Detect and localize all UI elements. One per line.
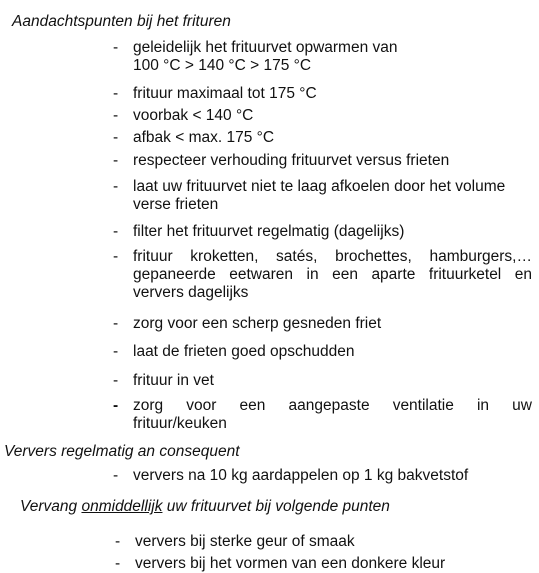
list-item xyxy=(113,39,413,75)
list-item xyxy=(115,533,515,551)
list-dash: - xyxy=(113,397,119,414)
list-dash: - xyxy=(115,555,121,572)
list-item-line: zorg voor een aangepaste ventilatie in uw xyxy=(133,397,532,414)
list-dash: - xyxy=(113,372,119,389)
heading-part: Vervang xyxy=(20,498,82,515)
list-item-line: frituur/keuken xyxy=(133,415,227,432)
list-dash: - xyxy=(113,343,119,360)
list-item-text: frituur maximaal tot 175 °C xyxy=(133,85,317,102)
list-item-line: 100 °C > 140 °C > 175 °C xyxy=(133,57,312,74)
list-item-text: ververs bij het vormen van een donkere kleur xyxy=(135,555,446,572)
list-item-text: zorg voor een scherp gesneden friet xyxy=(133,315,382,332)
list-item-text: ververs bij sterke geur of smaak xyxy=(135,533,355,550)
list-dash: - xyxy=(113,107,119,124)
list-item xyxy=(113,178,533,214)
list-item xyxy=(113,372,513,390)
section-heading-ververs: Ververs regelmatig an consequent xyxy=(4,443,240,460)
list-item-line: verse frieten xyxy=(133,196,219,213)
list-item xyxy=(115,555,535,573)
list-item-text: respecteer verhouding frituurvet versus frieten xyxy=(133,152,450,169)
list-item-line: ververs dagelijks xyxy=(133,284,249,301)
list-item xyxy=(113,107,443,125)
list-item xyxy=(113,248,532,302)
section-heading-vervang xyxy=(20,498,390,516)
heading-underlined-word: onmiddellijk xyxy=(81,498,163,515)
list-item-line: geleidelijk het frituurvet opwarmen van xyxy=(133,39,398,56)
list-item-text: ververs na 10 kg aardappelen op 1 kg bakvetstof xyxy=(133,467,469,484)
list-item-line: frituur kroketten, satés, brochettes, hamburgers,… xyxy=(133,248,532,265)
list-item-text: voorbak < 140 °C xyxy=(133,107,254,124)
list-dash: - xyxy=(113,315,119,332)
list-dash: - xyxy=(113,85,119,102)
list-item xyxy=(113,397,532,433)
heading-part: uw frituurvet bij volgende punten xyxy=(162,498,390,515)
list-item-text: filter het frituurvet regelmatig (dagelijks) xyxy=(133,223,405,240)
list-dash: - xyxy=(113,178,119,195)
list-item-text: afbak < max. 175 °C xyxy=(133,129,275,146)
list-dash: - xyxy=(113,467,119,484)
list-item xyxy=(113,129,443,147)
section-heading-frituren: Aandachtspunten bij het frituren xyxy=(12,13,231,30)
list-item xyxy=(113,223,513,241)
list-dash: - xyxy=(113,129,119,146)
list-item-text: laat de frieten goed opschudden xyxy=(133,343,355,360)
list-item-line: laat uw frituurvet niet te laag afkoelen door het volume xyxy=(133,178,506,195)
list-item-text: frituur in vet xyxy=(133,372,214,389)
list-item xyxy=(113,315,513,333)
list-dash: - xyxy=(113,152,119,169)
list-item xyxy=(113,467,533,485)
list-dash: - xyxy=(113,248,119,265)
list-dash: - xyxy=(113,223,119,240)
list-dash: - xyxy=(115,533,121,550)
list-item xyxy=(113,85,443,103)
list-item xyxy=(113,343,513,361)
list-item-line: gepaneerde eetwaren in een aparte frituurketel en xyxy=(133,266,532,283)
list-item xyxy=(113,152,513,170)
list-dash: - xyxy=(113,39,119,56)
